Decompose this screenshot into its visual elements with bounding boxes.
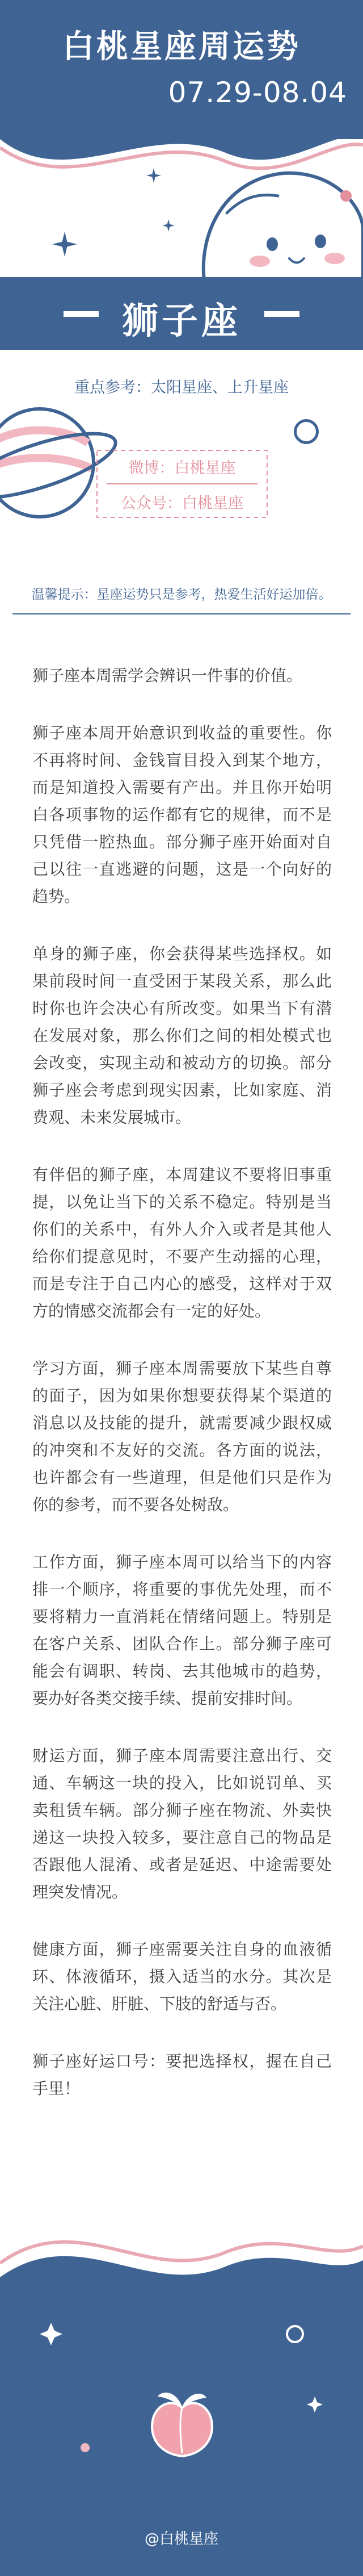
footer-credit: @白桃星座 xyxy=(144,2531,218,2548)
weibo-handle[interactable]: 微博：白桃星座 xyxy=(128,459,236,477)
wechat-handle[interactable]: 公众号：白桃星座 xyxy=(121,495,243,512)
paragraph: 狮子座好运口号：要把选择权，握在自己手里！ xyxy=(32,2052,332,2098)
paragraph: 工作方面，狮子座本周可以给当下的内容排一个顺序，将重要的事优先处理，而不要将精力一直消耗在情绪问题上。特别是在客户关系、团队合作上。部分狮子座可能会有调职、转岗、去其他城市的趋势，要办好各类交接手续、提前安排时间。 xyxy=(32,1553,332,1708)
paragraph: 狮子座本周需学会辨识一件事的价值。 xyxy=(32,666,303,685)
reference-note: 重点参考：太阳星座、上升星座 xyxy=(74,379,289,396)
date-range: 07.29-08.04 xyxy=(168,76,347,109)
header xyxy=(0,0,363,512)
mascot-icon xyxy=(193,145,363,292)
page-title: 白桃星座周运势 xyxy=(62,28,301,65)
sign-title: 狮子座 xyxy=(122,300,241,342)
paragraph: 健康方面，狮子座需要关注自身的血液循环、体液循环，摄入适当的水分。其次是关注心脏、肝脏、下肢的舒适与否。 xyxy=(32,1940,332,2013)
divider xyxy=(12,613,351,614)
star-icon xyxy=(146,168,161,183)
footer xyxy=(0,2209,363,2576)
article-body xyxy=(32,662,332,2132)
paragraph: 狮子座本周开始意识到收益的重要性。你不再将时间、金钱盲目投入到某个地方，而是知道投入需要有产出。并且你开始明白各项事物的运作都有它的规律，而不是只凭借一腔热血。部分狮子座开始面对自己以往一直逃避的问题，这是一个向好的趋势。 xyxy=(32,724,332,906)
peach-icon xyxy=(145,2380,219,2459)
paragraph: 有伴侣的狮子座，本周建议不要将旧事重提，以免让当下的关系不稳定。特别是当你们的关系中，有外人介入或者是其他人给你们提意见时，不要产生动摇的心理，而是专注于自己内心的感受，这样对于双方的情感交流都会有一定的好处。 xyxy=(32,1165,332,1320)
paragraph: 单身的狮子座，你会获得某些选择权。如果前段时间一直受困于某段关系，那么此时你也许会决心有所改变。如果当下有潜在发展对象，那么你们之间的相处模式也会改变，实现主动和被动方的切换。部分狮子座会考虑到现实因素，比如家庭、消费观、未来发展城市。 xyxy=(32,944,332,1127)
social-box xyxy=(95,449,269,519)
star-icon xyxy=(162,219,175,232)
ring-icon xyxy=(294,419,319,444)
star-icon xyxy=(52,232,77,257)
tip-text: 温馨提示：星座运势只是参考，热爱生活好运加倍。 xyxy=(31,587,332,602)
paragraph: 学习方面，狮子座本周需要放下某些自尊的面子，因为如果你想要获得某个渠道的消息以及技能的提升，就需要减少跟权威的冲突和不友好的交流。各方面的说法，也许都会有一些道理，但是他们只是作为你的参考，而不要各处树敌。 xyxy=(32,1359,332,1514)
paragraph: 财运方面，狮子座本周需要注意出行、交通、车辆这一块的投入，比如说罚单、买卖租赁车辆。部分狮子座在物流、外卖快递这一块投入较多，要注意自己的物品是否跟他人混淆、或者是延迟、中途需要处理突发情况。 xyxy=(32,1746,332,1901)
